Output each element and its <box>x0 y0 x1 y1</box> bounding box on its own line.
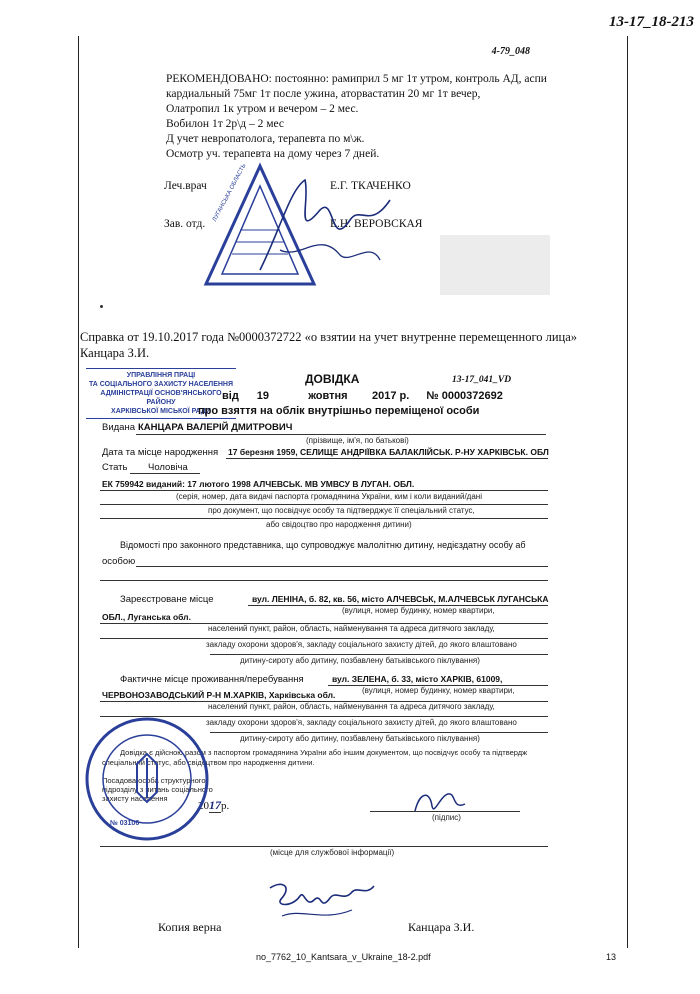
rec-line: Вобилон 1т 2р\д – 2 мес <box>166 118 285 130</box>
rec-line: Осмотр уч. терапевта на дому через 7 дней. <box>166 148 380 160</box>
left-margin-line <box>78 36 79 948</box>
sex-value: Чоловіча <box>148 462 188 473</box>
year-prefix: 20 <box>198 800 209 812</box>
sub-id: 4-79_048 <box>491 46 530 57</box>
settlement-hint2: населений пункт, район, область, найменування та адреса дитячого закладу, <box>208 702 495 711</box>
footer-filename: no_7762_10_Kantsara_v_Ukraine_18-2.pdf <box>256 952 431 962</box>
date-prefix: від <box>222 390 239 402</box>
orphan-hint: дитину-сироту або дитину, позбавлену батьківського піклування) <box>240 656 480 665</box>
rec-line: Олатропил 1к утром и вечером – 2 мес. <box>166 103 359 115</box>
reg-value: вул. ЛЕНІНА, б. 82, кв. 56, місто АЛЧЕВСЬК, М.АЛЧЕВСЬК ЛУГАНСЬКА <box>252 594 549 604</box>
guardian-label2: особою <box>102 556 136 567</box>
issuer-line: УПРАВЛІННЯ ПРАЦІ <box>126 372 196 379</box>
medical-scan <box>140 40 550 295</box>
cert-number: 0000372692 <box>441 390 503 402</box>
stamp-text: ЛУГАНСЬКА ОБЛАСТЬ <box>212 163 248 223</box>
rec-line: РЕКОМЕНДОВАНО: постоянно: рамиприл 5 мг 1т утром, контроль АД, аспи <box>166 73 547 85</box>
caption-line1: Справка от 19.10.2017 года №0000372722 «о взятии на учет внутренне перемещенного лица» <box>80 330 578 344</box>
doc-hint: про документ, що посвідчує особу та підтверджує її спеціальний статус, <box>208 506 475 515</box>
birth-value: 17 березня 1959, СЕЛИЩЕ АНДРІЇВКА БАЛАКЛІЙСЬК. Р-НУ ХАРКІВСЬК. ОБЛ <box>228 447 549 457</box>
institution-hint: закладу охорони здоров'я, закладу соціального захисту дітей, до якого влаштовано <box>206 640 517 649</box>
issued-label: Видана <box>102 422 135 433</box>
signature-hint: (підпис) <box>432 813 461 822</box>
actual-value2: ЧЕРВОНОЗАВОДСЬКИЙ Р-Н М.ХАРКІВ, Харківська обл. <box>102 690 336 700</box>
issuer-line: АДМІНІСТРАЦІЇ ОСНОВ'ЯНСЬКОГО РАЙОНУ <box>100 390 222 406</box>
year-suffix: р. <box>221 800 230 812</box>
official-line: підрозділу з питань соціального <box>102 785 213 794</box>
issued-to: КАНЦАРА ВАЛЕРІЙ ДМИТРОВИЧ <box>138 422 293 433</box>
head-label: Зав. отд. <box>164 218 206 230</box>
right-margin-line <box>627 36 628 948</box>
doctor-name: Е.Г. ТКАЧЕНКО <box>330 180 411 192</box>
passport-value: ЕК 759942 виданий: 17 лютого 1998 АЛЧЕВСЬК. МВ УМВСУ В ЛУГАН. ОБЛ. <box>102 479 415 489</box>
birthcert-hint: або свідоцтво про народження дитини) <box>266 520 412 529</box>
round-seal-icon <box>82 714 212 844</box>
case-id: 13-17_18-213 <box>609 14 694 30</box>
head-name: Е.Н. ВЕРОВСКАЯ <box>330 218 423 230</box>
sex-label: Стать <box>102 462 128 473</box>
cert-title: ДОВІДКА <box>305 372 360 386</box>
doctor-signature-icon <box>250 170 400 290</box>
rec-line: Д учет невропатолога, терапевта по м\ж. <box>166 133 365 145</box>
cert-date-line <box>222 390 503 402</box>
issued-hint: (прізвище, ім'я, по батькові) <box>306 436 409 445</box>
validity-note2: спеціальний статус, або свідоцтвом про народження дитини. <box>102 758 315 767</box>
validity-note: Довідка є дійсною разом з паспортом громадянина України або іншим документом, що посвідчує особу та підтвердж <box>120 748 528 757</box>
date-month: жовтня <box>308 390 348 402</box>
actual-hint: (вулиця, номер будинку, номер квартири, <box>362 686 515 695</box>
footer-page-number: 13 <box>606 952 617 962</box>
guardian-label: Відомості про законного представника, що супроводжує малолітню дитину, недієздатну особу аб <box>120 540 526 550</box>
passport-hint: (серія, номер, дата видачі паспорта громадянина України, ким і коли виданий/дані <box>176 492 482 501</box>
rec-line: кардиальный 75мг 1т после ужина, аторвастатин 20 мг 1т вечер, <box>166 88 481 100</box>
orphan-hint2: дитину-сироту або дитину, позбавлену батьківського піклування) <box>240 734 480 743</box>
doctor-label: Леч.врач <box>164 180 207 192</box>
institution-hint2: закладу охорони здоров'я, закладу соціального захисту дітей, до якого влаштовано <box>206 718 517 727</box>
copy-label: Копия верна <box>158 920 222 934</box>
official-line: захисту населення <box>102 794 168 803</box>
reg-label: Зареєстроване місце <box>120 594 214 605</box>
recommendations <box>166 72 547 162</box>
actual-label: Фактичне місце проживання/перебування <box>120 674 304 685</box>
settlement-hint: населений пункт, район, область, найменування та адреса дитячого закладу, <box>208 624 495 633</box>
reg-hint: (вулиця, номер будинку, номер квартири, <box>342 606 495 615</box>
seal-number: № 03106 <box>110 820 140 827</box>
reg-value2: ОБЛ., Луганська обл. <box>102 612 191 622</box>
official-line: Посадова особа структурного <box>102 776 206 785</box>
number-label: № <box>426 390 439 402</box>
service-hint: (місце для службової інформації) <box>270 848 395 857</box>
official-signature-icon <box>410 786 470 818</box>
actual-value: вул. ЗЕЛЕНА, б. 33, місто ХАРКІВ, 61009, <box>332 674 503 684</box>
caption-line2: Канцара З.И. <box>80 346 150 360</box>
issuer-line: ХАРКІВСЬКОЇ МІСЬКОЇ РАДИ <box>111 408 211 415</box>
copy-signature-icon <box>262 878 382 928</box>
birth-label: Дата та місце народження <box>102 447 219 458</box>
cert-subtitle: про взяття на облік внутрішньо переміщеної особи <box>198 405 480 417</box>
date-day: 19 <box>256 390 269 402</box>
year-handwritten: 17 <box>209 798 221 812</box>
date-year: 2017 р. <box>372 390 410 402</box>
copy-name: Канцара З.И. <box>408 920 475 934</box>
issuer-line: ТА СОЦІАЛЬНОГО ЗАХИСТУ НАСЕЛЕННЯ <box>88 381 234 388</box>
cert-ref-id: 13-17_041_VD <box>452 375 512 385</box>
certificate <box>80 362 550 857</box>
